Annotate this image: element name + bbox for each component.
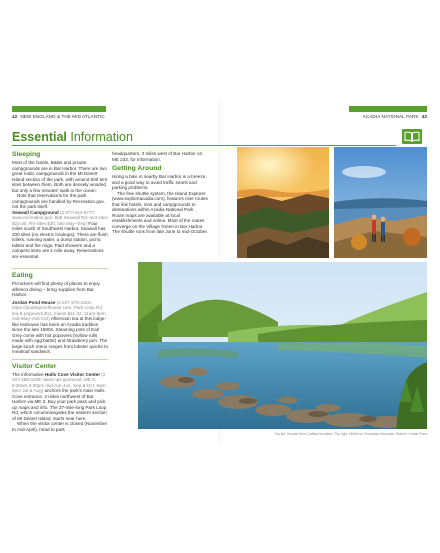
column-eating-visitor — [12, 272, 108, 432]
title-light: Information — [70, 130, 133, 144]
sleeping-para-1: Most of the hotels, B&Bs and private campgrounds are in Bar Harbor. There are two great rustic campgrounds in the Mt Desert Island section of the park, with around 500 tent sites between them. Both are densely wooded but only a few minutes' walk to the ocean. — [12, 160, 108, 193]
seawall-name: Seawall Campground — [12, 209, 59, 215]
eating-para-1: Picnickers will find plenty of places to enjoy alfresco dining – bring supplies from Bar Harbor. — [12, 281, 100, 297]
jordan-contact: (2 207-276-3316; https://jordanpondhouse.com; Park Loop Rd; tea & popovers $11, mains $11-32; 11am-9pm mid-May–mid-Oct) — [12, 299, 106, 321]
heading-sleeping: Sleeping — [12, 151, 41, 158]
title-bold: Essential — [12, 130, 67, 144]
page-number-left: 42 — [12, 114, 18, 119]
sleeping-para-2: Note that reservations for the park campgrounds are handled by Recreation.gov, not the park itself. — [12, 193, 105, 209]
hq-continuation: headquarters, 3 miles west of Bar Harbor on ME 233, for information. — [112, 151, 203, 162]
photo-hikers-champlain — [334, 147, 427, 258]
photo-sunrise-cadillac — [237, 147, 329, 258]
column-sleeping — [12, 151, 108, 259]
running-title-left: NEW ENGLAND & THE MID ATLANTIC — [20, 114, 105, 119]
jordan-name: Jordan Pond House — [12, 299, 56, 305]
running-head-left — [12, 114, 105, 119]
page-number-right: 43 — [421, 114, 427, 119]
heading-getting-around: Getting Around — [112, 165, 162, 172]
running-head-right — [363, 114, 427, 119]
seawall-contact: (2 877-444-6777; www.recreation.gov; 668 Seawall Rd; tent sites $22-30, RV sites $30; late May–Sep) — [12, 209, 108, 226]
visitor-text-a: The informative — [12, 371, 44, 377]
getting-para-2: The free shuttle system, the Island Explorer (www.exploreacadia.com), features nine routes that link hotels, inns and campgrounds to destinations within Acadia National Park. Route maps are available at local establishments and online. Most of the routes converge on the Village Green in Bar Harbor. The shuttle runs from late June to mid-October. — [112, 190, 209, 234]
running-title-right: ACADIA NATIONAL PARK — [362, 114, 419, 119]
visitor-rule — [12, 359, 108, 360]
header-bar-left — [12, 106, 106, 112]
photo-caption: Top left: Sunrise from Cadillac Mountain; Top right: Hikers on Champlain Mountain; Bottom: Jordan Pond — [274, 432, 427, 436]
visitor-text-b: anchors the park's main Hulls Cove entrance, 3 miles northwest of Bar Harbor via ME 3. Buy your park pass and pick up maps and info. The 27-mile-long Park Loop Rd, which circumnavigates the eastern section of Mt Desert Island, starts near here. — [12, 388, 107, 421]
seawall-text: Four miles south of Southwest Harbor, Seawall has 200 sites (no electric hookups). There are flush toilets, running water, a dump station, picnic tables and fire rings. Paid showers and a campers store are 1 mile away. Reservations are essential. — [12, 220, 108, 259]
getting-para-1: Hiring a bike in nearby Bar Harbor is a breeze, and a good way to avoid traffic snarls and parking problems. — [112, 174, 207, 190]
visitor-para-2: When the visitor center is closed (November to mid-April), head to park — [12, 421, 108, 432]
heading-visitor-center: Visitor Center — [12, 362, 57, 370]
section-title — [12, 130, 133, 144]
column-getting-around — [112, 151, 208, 235]
photo-jordan-pond — [138, 262, 427, 429]
visitor-center-name: Hulls Cove Visitor Center — [44, 371, 101, 377]
eating-rule — [12, 268, 108, 269]
jordan-text: Afternoon tea at this lodge-like teahouse has been an Acadia tradition since the late 1800s. Steaming pots of Earl Grey come with hot popovers (hollow rolls made with egg batter) and strawberry jam. The large lunch menu ranges from lobster quiche to meatloaf sandwich. — [12, 316, 109, 354]
visitor-contact: (2 207-288-3338; www.nps.gov/acad; ME 3; 8:30am-4:30pm mid-Apr-Jun, Sep & Oct, 8am-6pm Jul & Aug) — [12, 371, 107, 393]
header-bar-right — [349, 106, 427, 112]
open-book-icon — [402, 129, 422, 144]
title-rule — [12, 145, 396, 146]
heading-eating: Eating — [12, 272, 33, 279]
